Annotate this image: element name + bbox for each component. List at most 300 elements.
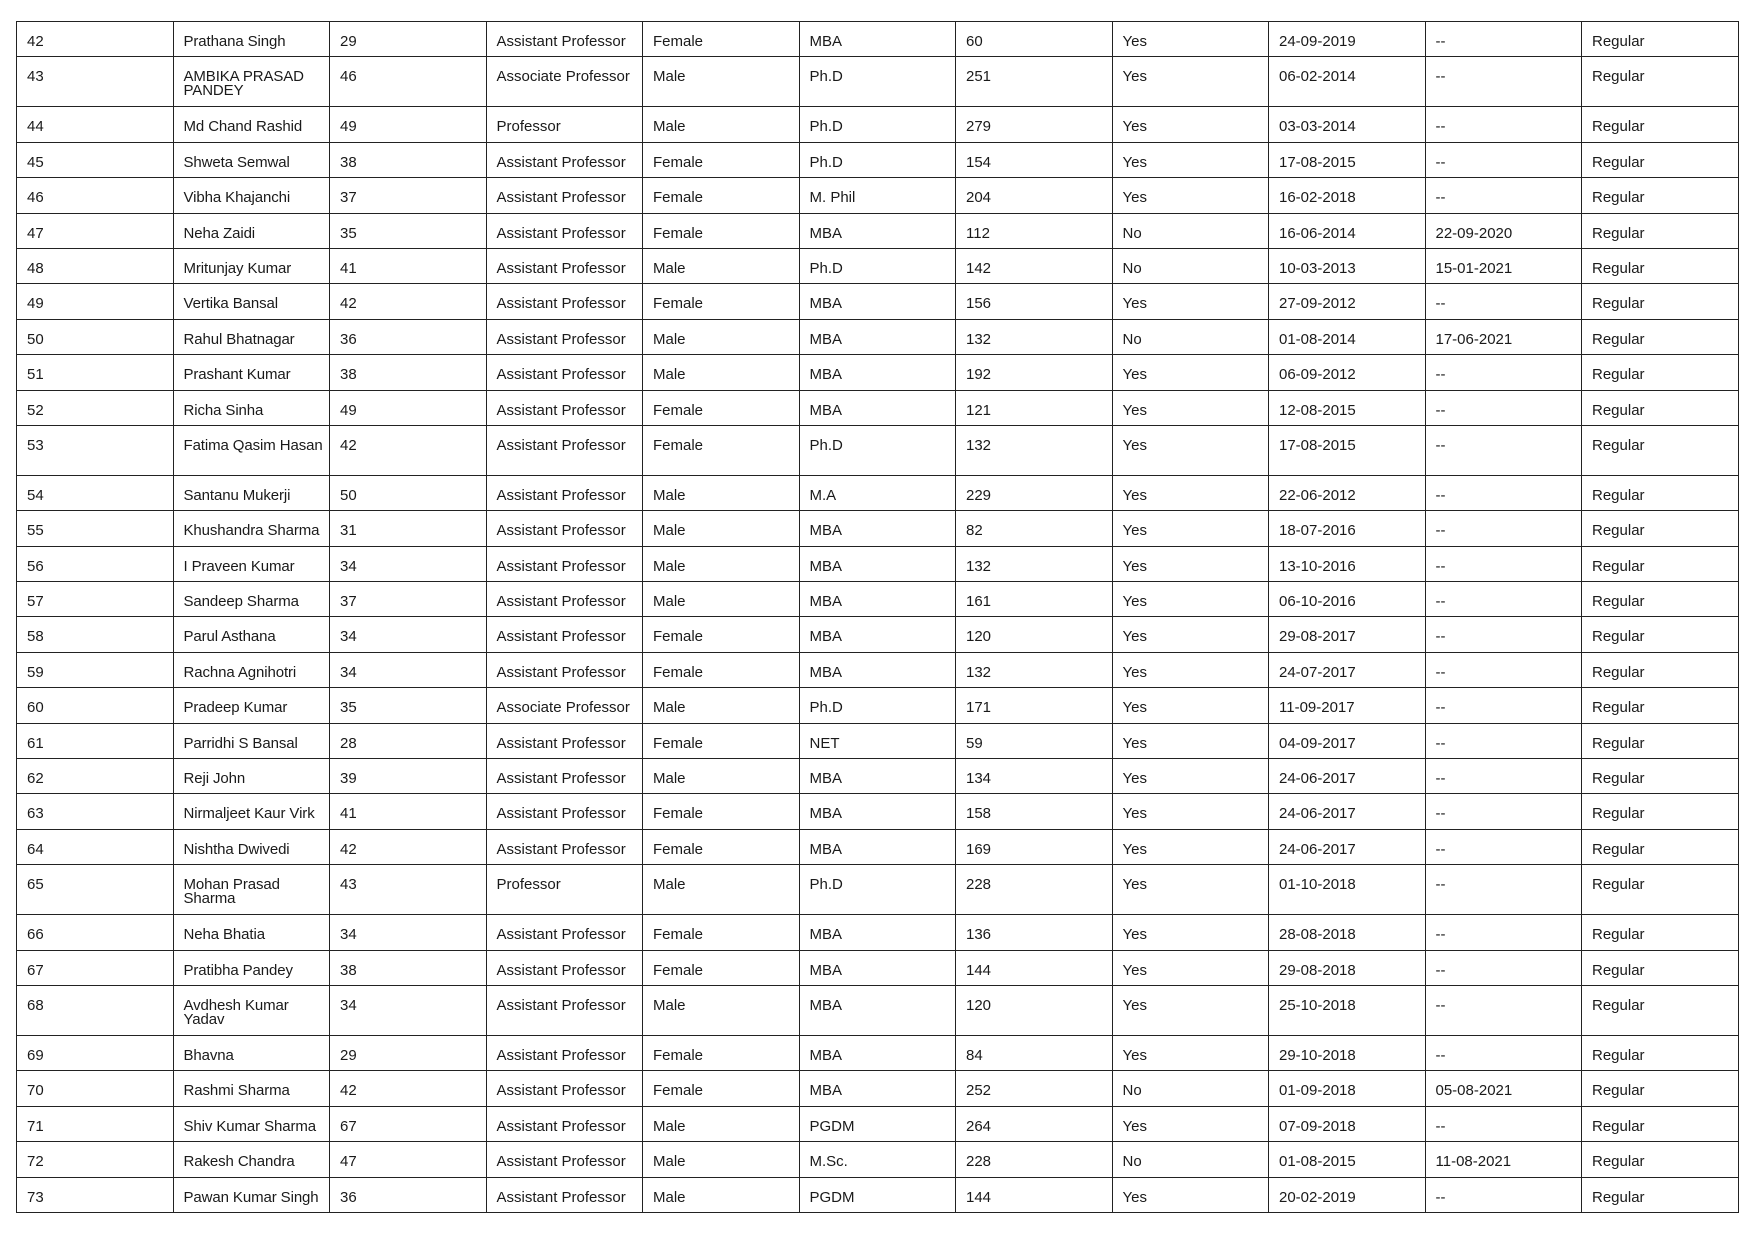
name-cell: I Praveen Kumar: [173, 546, 330, 581]
name-cell: Vibha Khajanchi: [173, 178, 330, 213]
table-row: [17, 617, 1739, 652]
gender-cell: Female: [643, 22, 800, 57]
age-cell: 34: [330, 985, 487, 1035]
table-row: [17, 248, 1739, 283]
gender-cell: Female: [643, 213, 800, 248]
name-cell: Parridhi S Bansal: [173, 723, 330, 758]
table-row: [17, 511, 1739, 546]
leaving-date-cell: --: [1425, 759, 1582, 794]
experience-cell: 84: [956, 1035, 1113, 1070]
designation-cell: Assistant Professor: [486, 390, 643, 425]
designation-cell: Assistant Professor: [486, 985, 643, 1035]
age-cell: 38: [330, 355, 487, 390]
table-row: [17, 950, 1739, 985]
experience-cell: 251: [956, 57, 1113, 107]
name-cell: Pradeep Kumar: [173, 688, 330, 723]
leaving-date-cell: --: [1425, 390, 1582, 425]
serial-number-cell: 45: [17, 142, 174, 177]
experience-cell: 144: [956, 950, 1113, 985]
experience-cell: 156: [956, 284, 1113, 319]
designation-cell: Assistant Professor: [486, 355, 643, 390]
currently-working-cell: Yes: [1112, 985, 1269, 1035]
age-cell: 29: [330, 22, 487, 57]
gender-cell: Female: [643, 1035, 800, 1070]
gender-cell: Female: [643, 142, 800, 177]
appointment-nature-cell: Regular: [1582, 1035, 1739, 1070]
currently-working-cell: Yes: [1112, 142, 1269, 177]
name-cell: Mritunjay Kumar: [173, 248, 330, 283]
currently-working-cell: Yes: [1112, 425, 1269, 475]
experience-cell: 144: [956, 1177, 1113, 1212]
serial-number-cell: 48: [17, 248, 174, 283]
designation-cell: Assistant Professor: [486, 1142, 643, 1177]
currently-working-cell: Yes: [1112, 794, 1269, 829]
currently-working-cell: No: [1112, 1071, 1269, 1106]
appointment-nature-cell: Regular: [1582, 865, 1739, 915]
qualification-cell: MBA: [799, 390, 956, 425]
table-row: [17, 794, 1739, 829]
designation-cell: Professor: [486, 865, 643, 915]
table-row: [17, 546, 1739, 581]
joining-date-cell: 11-09-2017: [1269, 688, 1426, 723]
joining-date-cell: 22-06-2012: [1269, 475, 1426, 510]
gender-cell: Male: [643, 475, 800, 510]
appointment-nature-cell: Regular: [1582, 546, 1739, 581]
qualification-cell: MBA: [799, 284, 956, 319]
name-cell: Fatima Qasim Hasan: [173, 425, 330, 475]
leaving-date-cell: --: [1425, 355, 1582, 390]
designation-cell: Assistant Professor: [486, 723, 643, 758]
appointment-nature-cell: Regular: [1582, 1106, 1739, 1141]
qualification-cell: MBA: [799, 546, 956, 581]
serial-number-cell: 55: [17, 511, 174, 546]
leaving-date-cell: --: [1425, 617, 1582, 652]
designation-cell: Assistant Professor: [486, 425, 643, 475]
serial-number-cell: 46: [17, 178, 174, 213]
table-row: [17, 985, 1739, 1035]
appointment-nature-cell: Regular: [1582, 425, 1739, 475]
designation-cell: Assistant Professor: [486, 1035, 643, 1070]
table-row: [17, 688, 1739, 723]
joining-date-cell: 06-10-2016: [1269, 582, 1426, 617]
gender-cell: Female: [643, 617, 800, 652]
table-row: [17, 1177, 1739, 1212]
serial-number-cell: 56: [17, 546, 174, 581]
name-cell: Prashant Kumar: [173, 355, 330, 390]
appointment-nature-cell: Regular: [1582, 688, 1739, 723]
gender-cell: Male: [643, 1177, 800, 1212]
leaving-date-cell: --: [1425, 865, 1582, 915]
age-cell: 42: [330, 425, 487, 475]
gender-cell: Male: [643, 985, 800, 1035]
table-row: [17, 178, 1739, 213]
qualification-cell: MBA: [799, 582, 956, 617]
appointment-nature-cell: Regular: [1582, 829, 1739, 864]
leaving-date-cell: --: [1425, 178, 1582, 213]
name-cell: Pratibha Pandey: [173, 950, 330, 985]
currently-working-cell: Yes: [1112, 688, 1269, 723]
gender-cell: Male: [643, 865, 800, 915]
serial-number-cell: 66: [17, 915, 174, 950]
joining-date-cell: 18-07-2016: [1269, 511, 1426, 546]
serial-number-cell: 42: [17, 22, 174, 57]
name-cell: Nirmaljeet Kaur Virk: [173, 794, 330, 829]
designation-cell: Assistant Professor: [486, 475, 643, 510]
currently-working-cell: Yes: [1112, 617, 1269, 652]
age-cell: 34: [330, 546, 487, 581]
qualification-cell: Ph.D: [799, 688, 956, 723]
gender-cell: Female: [643, 390, 800, 425]
qualification-cell: Ph.D: [799, 107, 956, 142]
qualification-cell: MBA: [799, 1071, 956, 1106]
serial-number-cell: 61: [17, 723, 174, 758]
qualification-cell: MBA: [799, 829, 956, 864]
qualification-cell: NET: [799, 723, 956, 758]
age-cell: 49: [330, 390, 487, 425]
designation-cell: Assistant Professor: [486, 950, 643, 985]
appointment-nature-cell: Regular: [1582, 284, 1739, 319]
serial-number-cell: 68: [17, 985, 174, 1035]
designation-cell: Assistant Professor: [486, 582, 643, 617]
leaving-date-cell: --: [1425, 1035, 1582, 1070]
gender-cell: Female: [643, 1071, 800, 1106]
leaving-date-cell: --: [1425, 652, 1582, 687]
table-row: [17, 22, 1739, 57]
leaving-date-cell: --: [1425, 950, 1582, 985]
gender-cell: Female: [643, 284, 800, 319]
currently-working-cell: Yes: [1112, 865, 1269, 915]
experience-cell: 136: [956, 915, 1113, 950]
age-cell: 37: [330, 178, 487, 213]
name-cell: Khushandra Sharma: [173, 511, 330, 546]
table-row: [17, 142, 1739, 177]
currently-working-cell: Yes: [1112, 511, 1269, 546]
gender-cell: Male: [643, 57, 800, 107]
leaving-date-cell: --: [1425, 57, 1582, 107]
gender-cell: Female: [643, 794, 800, 829]
currently-working-cell: Yes: [1112, 652, 1269, 687]
serial-number-cell: 52: [17, 390, 174, 425]
designation-cell: Assistant Professor: [486, 1071, 643, 1106]
currently-working-cell: Yes: [1112, 1177, 1269, 1212]
joining-date-cell: 06-02-2014: [1269, 57, 1426, 107]
joining-date-cell: 07-09-2018: [1269, 1106, 1426, 1141]
currently-working-cell: Yes: [1112, 723, 1269, 758]
table-row: [17, 57, 1739, 107]
experience-cell: 59: [956, 723, 1113, 758]
table-row: [17, 475, 1739, 510]
age-cell: 49: [330, 107, 487, 142]
name-cell: Pawan Kumar Singh: [173, 1177, 330, 1212]
serial-number-cell: 69: [17, 1035, 174, 1070]
leaving-date-cell: 17-06-2021: [1425, 319, 1582, 354]
age-cell: 29: [330, 1035, 487, 1070]
gender-cell: Female: [643, 425, 800, 475]
serial-number-cell: 53: [17, 425, 174, 475]
age-cell: 43: [330, 865, 487, 915]
experience-cell: 82: [956, 511, 1113, 546]
joining-date-cell: 04-09-2017: [1269, 723, 1426, 758]
table-row: [17, 582, 1739, 617]
experience-cell: 154: [956, 142, 1113, 177]
serial-number-cell: 43: [17, 57, 174, 107]
table-row: [17, 829, 1739, 864]
age-cell: 37: [330, 582, 487, 617]
appointment-nature-cell: Regular: [1582, 213, 1739, 248]
leaving-date-cell: --: [1425, 1106, 1582, 1141]
appointment-nature-cell: Regular: [1582, 915, 1739, 950]
leaving-date-cell: 22-09-2020: [1425, 213, 1582, 248]
designation-cell: Assistant Professor: [486, 213, 643, 248]
leaving-date-cell: --: [1425, 22, 1582, 57]
experience-cell: 132: [956, 319, 1113, 354]
serial-number-cell: 62: [17, 759, 174, 794]
leaving-date-cell: 15-01-2021: [1425, 248, 1582, 283]
table-row: [17, 107, 1739, 142]
gender-cell: Male: [643, 107, 800, 142]
gender-cell: Male: [643, 582, 800, 617]
currently-working-cell: Yes: [1112, 475, 1269, 510]
table-row: [17, 284, 1739, 319]
age-cell: 41: [330, 794, 487, 829]
experience-cell: 169: [956, 829, 1113, 864]
age-cell: 34: [330, 617, 487, 652]
serial-number-cell: 71: [17, 1106, 174, 1141]
joining-date-cell: 29-08-2017: [1269, 617, 1426, 652]
gender-cell: Male: [643, 355, 800, 390]
faculty-table: [16, 21, 1739, 1213]
age-cell: 67: [330, 1106, 487, 1141]
serial-number-cell: 54: [17, 475, 174, 510]
gender-cell: Male: [643, 759, 800, 794]
appointment-nature-cell: Regular: [1582, 1177, 1739, 1212]
designation-cell: Associate Professor: [486, 688, 643, 723]
gender-cell: Male: [643, 248, 800, 283]
serial-number-cell: 70: [17, 1071, 174, 1106]
currently-working-cell: Yes: [1112, 178, 1269, 213]
age-cell: 34: [330, 915, 487, 950]
qualification-cell: MBA: [799, 794, 956, 829]
gender-cell: Male: [643, 319, 800, 354]
qualification-cell: MBA: [799, 22, 956, 57]
experience-cell: 121: [956, 390, 1113, 425]
table-row: [17, 652, 1739, 687]
serial-number-cell: 65: [17, 865, 174, 915]
name-cell: AMBIKA PRASAD PANDEY: [173, 57, 330, 107]
appointment-nature-cell: Regular: [1582, 319, 1739, 354]
name-cell: Richa Sinha: [173, 390, 330, 425]
joining-date-cell: 16-02-2018: [1269, 178, 1426, 213]
qualification-cell: MBA: [799, 617, 956, 652]
qualification-cell: MBA: [799, 213, 956, 248]
table-row: [17, 1035, 1739, 1070]
table-row: [17, 213, 1739, 248]
leaving-date-cell: --: [1425, 475, 1582, 510]
leaving-date-cell: --: [1425, 794, 1582, 829]
name-cell: Nishtha Dwivedi: [173, 829, 330, 864]
appointment-nature-cell: Regular: [1582, 723, 1739, 758]
designation-cell: Assistant Professor: [486, 178, 643, 213]
qualification-cell: M. Phil: [799, 178, 956, 213]
currently-working-cell: Yes: [1112, 759, 1269, 794]
designation-cell: Assistant Professor: [486, 794, 643, 829]
experience-cell: 60: [956, 22, 1113, 57]
experience-cell: 229: [956, 475, 1113, 510]
gender-cell: Female: [643, 723, 800, 758]
joining-date-cell: 25-10-2018: [1269, 985, 1426, 1035]
table-row: [17, 1071, 1739, 1106]
name-cell: Vertika Bansal: [173, 284, 330, 319]
serial-number-cell: 63: [17, 794, 174, 829]
currently-working-cell: Yes: [1112, 915, 1269, 950]
serial-number-cell: 50: [17, 319, 174, 354]
currently-working-cell: No: [1112, 248, 1269, 283]
gender-cell: Male: [643, 1142, 800, 1177]
joining-date-cell: 01-10-2018: [1269, 865, 1426, 915]
leaving-date-cell: --: [1425, 284, 1582, 319]
qualification-cell: MBA: [799, 915, 956, 950]
name-cell: Avdhesh Kumar Yadav: [173, 985, 330, 1035]
joining-date-cell: 27-09-2012: [1269, 284, 1426, 319]
designation-cell: Assistant Professor: [486, 1177, 643, 1212]
appointment-nature-cell: Regular: [1582, 759, 1739, 794]
table-row: [17, 915, 1739, 950]
currently-working-cell: Yes: [1112, 355, 1269, 390]
serial-number-cell: 73: [17, 1177, 174, 1212]
appointment-nature-cell: Regular: [1582, 355, 1739, 390]
age-cell: 31: [330, 511, 487, 546]
joining-date-cell: 29-10-2018: [1269, 1035, 1426, 1070]
joining-date-cell: 01-08-2014: [1269, 319, 1426, 354]
experience-cell: 204: [956, 178, 1113, 213]
currently-working-cell: Yes: [1112, 546, 1269, 581]
appointment-nature-cell: Regular: [1582, 652, 1739, 687]
designation-cell: Assistant Professor: [486, 248, 643, 283]
currently-working-cell: Yes: [1112, 829, 1269, 864]
table-row: [17, 1106, 1739, 1141]
qualification-cell: Ph.D: [799, 248, 956, 283]
currently-working-cell: No: [1112, 1142, 1269, 1177]
qualification-cell: M.Sc.: [799, 1142, 956, 1177]
joining-date-cell: 12-08-2015: [1269, 390, 1426, 425]
age-cell: 38: [330, 142, 487, 177]
leaving-date-cell: --: [1425, 723, 1582, 758]
gender-cell: Female: [643, 915, 800, 950]
currently-working-cell: Yes: [1112, 284, 1269, 319]
name-cell: Parul Asthana: [173, 617, 330, 652]
qualification-cell: MBA: [799, 319, 956, 354]
currently-working-cell: No: [1112, 213, 1269, 248]
age-cell: 47: [330, 1142, 487, 1177]
experience-cell: 120: [956, 985, 1113, 1035]
serial-number-cell: 64: [17, 829, 174, 864]
age-cell: 50: [330, 475, 487, 510]
experience-cell: 192: [956, 355, 1113, 390]
qualification-cell: MBA: [799, 355, 956, 390]
qualification-cell: PGDM: [799, 1106, 956, 1141]
qualification-cell: Ph.D: [799, 142, 956, 177]
currently-working-cell: Yes: [1112, 1035, 1269, 1070]
joining-date-cell: 06-09-2012: [1269, 355, 1426, 390]
joining-date-cell: 16-06-2014: [1269, 213, 1426, 248]
joining-date-cell: 01-09-2018: [1269, 1071, 1426, 1106]
joining-date-cell: 20-02-2019: [1269, 1177, 1426, 1212]
serial-number-cell: 44: [17, 107, 174, 142]
qualification-cell: MBA: [799, 985, 956, 1035]
leaving-date-cell: --: [1425, 546, 1582, 581]
qualification-cell: Ph.D: [799, 425, 956, 475]
serial-number-cell: 72: [17, 1142, 174, 1177]
experience-cell: 132: [956, 546, 1113, 581]
designation-cell: Assistant Professor: [486, 22, 643, 57]
experience-cell: 132: [956, 652, 1113, 687]
name-cell: Rashmi Sharma: [173, 1071, 330, 1106]
designation-cell: Assistant Professor: [486, 652, 643, 687]
designation-cell: Assistant Professor: [486, 319, 643, 354]
name-cell: Mohan Prasad Sharma: [173, 865, 330, 915]
appointment-nature-cell: Regular: [1582, 142, 1739, 177]
qualification-cell: M.A: [799, 475, 956, 510]
age-cell: 46: [330, 57, 487, 107]
experience-cell: 112: [956, 213, 1113, 248]
table-row: [17, 425, 1739, 475]
age-cell: 34: [330, 652, 487, 687]
joining-date-cell: 03-03-2014: [1269, 107, 1426, 142]
leaving-date-cell: 05-08-2021: [1425, 1071, 1582, 1106]
joining-date-cell: 13-10-2016: [1269, 546, 1426, 581]
gender-cell: Female: [643, 950, 800, 985]
currently-working-cell: Yes: [1112, 950, 1269, 985]
table-row: [17, 355, 1739, 390]
table-row: [17, 759, 1739, 794]
name-cell: Shweta Semwal: [173, 142, 330, 177]
joining-date-cell: 24-09-2019: [1269, 22, 1426, 57]
serial-number-cell: 51: [17, 355, 174, 390]
experience-cell: 132: [956, 425, 1113, 475]
age-cell: 42: [330, 284, 487, 319]
name-cell: Bhavna: [173, 1035, 330, 1070]
joining-date-cell: 24-06-2017: [1269, 829, 1426, 864]
age-cell: 36: [330, 319, 487, 354]
currently-working-cell: Yes: [1112, 390, 1269, 425]
leaving-date-cell: 11-08-2021: [1425, 1142, 1582, 1177]
age-cell: 42: [330, 829, 487, 864]
appointment-nature-cell: Regular: [1582, 1071, 1739, 1106]
designation-cell: Assistant Professor: [486, 617, 643, 652]
appointment-nature-cell: Regular: [1582, 794, 1739, 829]
experience-cell: 161: [956, 582, 1113, 617]
appointment-nature-cell: Regular: [1582, 985, 1739, 1035]
gender-cell: Female: [643, 178, 800, 213]
gender-cell: Male: [643, 511, 800, 546]
designation-cell: Assistant Professor: [486, 511, 643, 546]
name-cell: Rakesh Chandra: [173, 1142, 330, 1177]
leaving-date-cell: --: [1425, 985, 1582, 1035]
designation-cell: Assistant Professor: [486, 284, 643, 319]
gender-cell: Female: [643, 829, 800, 864]
name-cell: Neha Zaidi: [173, 213, 330, 248]
serial-number-cell: 67: [17, 950, 174, 985]
appointment-nature-cell: Regular: [1582, 390, 1739, 425]
appointment-nature-cell: Regular: [1582, 248, 1739, 283]
designation-cell: Assistant Professor: [486, 1106, 643, 1141]
serial-number-cell: 47: [17, 213, 174, 248]
currently-working-cell: No: [1112, 319, 1269, 354]
designation-cell: Associate Professor: [486, 57, 643, 107]
appointment-nature-cell: Regular: [1582, 582, 1739, 617]
name-cell: Rahul Bhatnagar: [173, 319, 330, 354]
qualification-cell: MBA: [799, 759, 956, 794]
